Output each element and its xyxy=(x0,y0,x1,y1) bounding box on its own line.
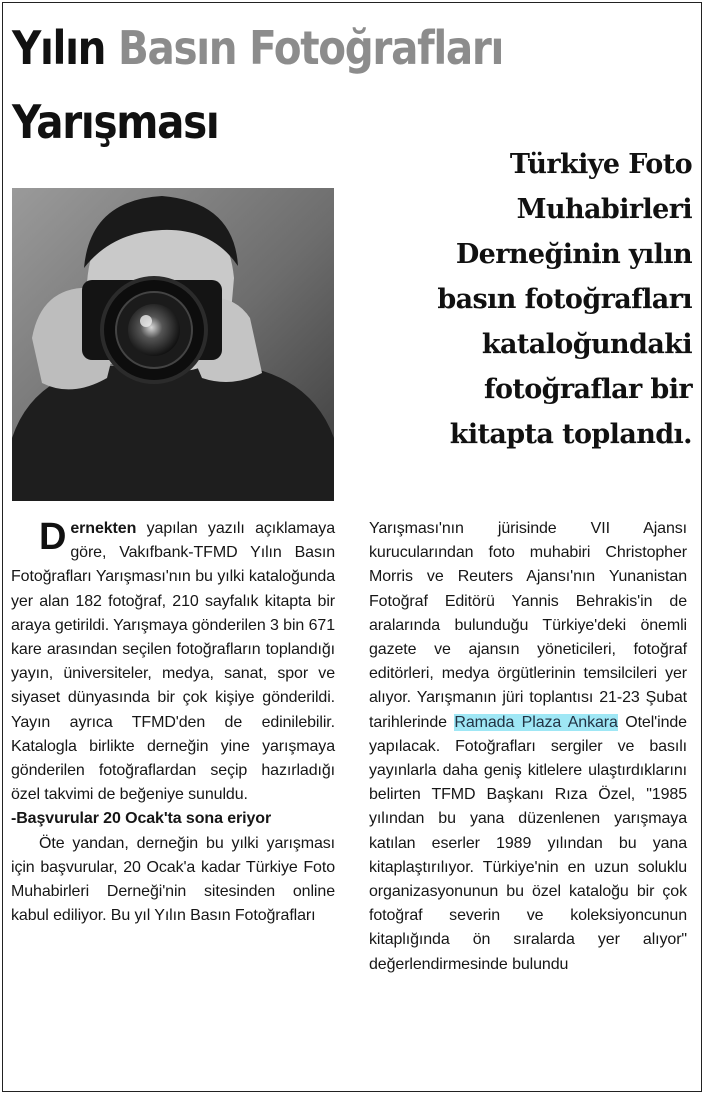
headline-line-1 xyxy=(12,20,503,76)
headline-word-yilin: Yılın xyxy=(12,21,106,75)
paragraph-2-text-a: Yarışması'nın jürisinde VII Ajansı kurucularından foto muhabiri Christopher Morris ve Reuters Ajansı'nın Yunanistan Fotoğraf Editörü Yannis Behrakis'in de aralarında bulunduğu Türkiye'deki önemli gazete ve ajansın yöneticileri, fotoğraf editörleri, medya örgütlerinin temsilcileri yer alıyor. Yarışmanın jüri toplantısı 21-23 Şubat tarihlerinde xyxy=(369,520,687,731)
headline-word-basin-fotograflari: Basın Fotoğrafları xyxy=(117,21,504,75)
paragraph-1-text: yapılan yazılı açıklamaya göre, Vakıfbank-TFMD Yılın Basın Fotoğrafları Yarışması'nın bu yılki kataloğunda yer alan 182 fotoğraf, 210 sayfalık kitapta bir araya getirildi. Yarışmaya gönderilen 3 bin 671 kare arasından seçilen fotoğrafların toplandığı yayın, üniversiteler, medya, sanat, spor ve siyaset dünyasında bir çok kişiye gönderildi. Yayın ayrıca TFMD'den de edinilebilir. Katalogla birlikte derneğin yine yarışmaya gönderilen fotoğraflardan seçip hazırladığı özel takvimi de beğeniye sunuldu. xyxy=(11,520,335,804)
subheadline: Türkiye Foto Muhabirleri Derneğinin yılın basın fotoğrafları kataloğundaki fotoğraflar bir kitapta toplandı. xyxy=(437,149,692,450)
article-column-1 xyxy=(11,517,335,928)
paragraph-2-text-b: Otel'inde yapılacak. Fotoğrafları sergiler ve basılı yayınlarla daha geniş kitlelere ulaştırdıklarını belirten TFMD Başkanı Rıza Özel, "1985 yılından bu yana düzenlenen yarışmaya katılan eserler 1989 yılından bu yana kitaplaştırılıyor. Türkiye'nin en uzun soluklu organizasyonunun bu özel kataloğu bir çok fotoğraf severin ve koleksiyoncunun kitaplığında ön sıralarda yer alıyor" değerlendirmesinde bulundu xyxy=(369,713,687,973)
article-subtitle: -Başvurular 20 Ocak'ta sona eriyor xyxy=(11,810,272,828)
headline-line-2: Yarışması xyxy=(12,95,219,149)
article-paragraph-2-start: Öte yandan, derneğin bu yılki yarışması için başvurular, 20 Ocak'a kadar Türkiye Foto Muhabirleri Derneği'nin sitesinden online kabul ediliyor. Bu yıl Yılın Basın Fotoğrafları xyxy=(11,834,335,925)
article-photo xyxy=(12,188,334,501)
article-paragraph-1 xyxy=(11,517,335,807)
lens-reflection xyxy=(140,315,152,327)
article-paragraph-2-continued xyxy=(369,517,687,977)
drop-cap: D xyxy=(39,516,67,558)
lead-word: ernekten xyxy=(70,520,137,537)
highlighted-link-ramada[interactable]: Ramada Plaza Ankara xyxy=(454,713,618,731)
article-column-2 xyxy=(369,517,687,977)
camera-lens-glass xyxy=(128,304,180,356)
